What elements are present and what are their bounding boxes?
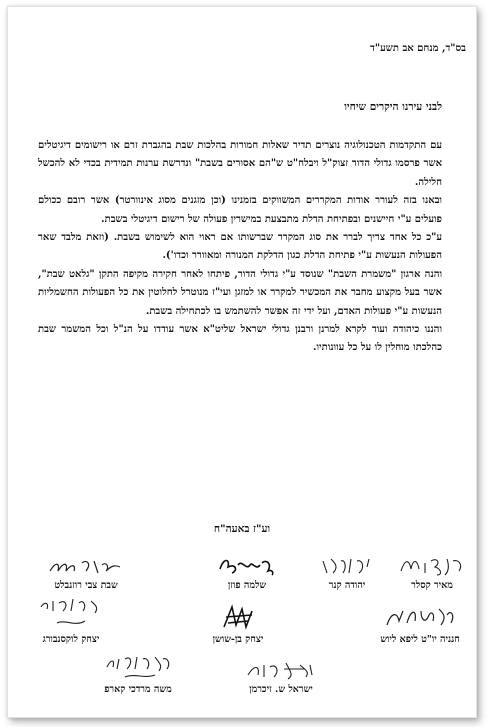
signatory-name: מאיר קסלר <box>411 580 453 591</box>
letter-body <box>38 137 442 358</box>
signature-block <box>36 553 136 591</box>
signatory-name: חנניה יו"ט ליפא ליוש <box>380 634 460 645</box>
handwritten-signature <box>46 553 126 579</box>
handwritten-signature <box>397 553 467 579</box>
body-paragraph: והנה ארגון "משמרת השבת" שנוסד ע"י גדולי הדור, פיתחו לאחר חקירה מקיפה התקן "גלאט שבת", אשר בעל מקצוע מחבר את המכשיר למקרר או למזגן ועי"ז מנוטרל לחלוטין את כל הפעולות החשמליות הנעשות ע"י פעולות האדם, ועל ידי זה אפשר להשתמש בו לכתחילה בשבת. <box>38 268 443 317</box>
letter-greeting: לבני עירנו היקרים שיחיו <box>344 101 442 113</box>
signature-block <box>370 603 470 645</box>
body-paragraph: ובאנו בזה לעורר אודות המקררים המשווקים בזמנינו (וכן מזגנים מסוג אינוורטר) אשר רובם ככולם פועלים ע"י חיישנים ובפתיחת הדלת מתבצעת במישרין פעולה של רישום דיגיטלי בשבת. <box>38 195 442 225</box>
signatory-name: יצחק לוקסנבורג <box>42 634 100 645</box>
signatory-name: שלמה פוזן <box>227 580 267 591</box>
handwritten-signature <box>218 603 258 633</box>
body-paragraph: עם התקדמות הטכנולוגיה נוצרים תדיר שאלות חמורות בהלכות שבת בהגברת זרם או רישומים דיגיטלים אשר פרסמו גדולי הדור זצוק"ל ויבלח"ט ש"הם אסורים בשבת" ונדרשת ערנות תמידית בכדי לא להכשל חלילה. <box>38 140 442 188</box>
signature-block <box>90 649 186 695</box>
body-paragraph: ע"כ כל אחד צריך לברר את סוג המקרר שברשותו אם ראוי הוא לשימוש בשבת. (וזאת מלבד שאר הפעולות הנעשות ע"י פתיחת הדלת כגון הדלקת המנורה ומאוורר וכדו'). <box>38 232 442 262</box>
body-paragraph: והננו כיהודה ועוד לקרא למרנן ורבנן גדולי ישראל שליט"א אשר עודדו על הנ"ל וכל המשמר שבת כהלכתו מוחלין לו על כל עוונותיו. <box>38 324 442 354</box>
handwritten-signature <box>244 657 318 683</box>
handwritten-signature <box>35 593 107 633</box>
letter-date: בס"ד, מנחם אב תשע"ד <box>370 43 466 54</box>
handwritten-signature <box>317 553 377 579</box>
handwritten-signature <box>216 553 278 579</box>
letter-page <box>7 6 477 718</box>
signatory-name: יהודה קנר <box>328 580 366 591</box>
signature-block <box>233 657 329 695</box>
letter-closing: וע"ז באעה"ח <box>213 523 271 535</box>
signature-block <box>390 553 474 591</box>
signatory-name: שבת צבי רוזנבלט <box>54 580 118 591</box>
signature-block <box>196 603 280 645</box>
signatory-name: ישראל ש. זיכרמן <box>249 684 313 695</box>
signature-block <box>205 553 289 591</box>
handwritten-signature <box>101 649 175 683</box>
signatory-name: יצחק בן-שושן <box>212 634 264 645</box>
signatory-name: משה מרדכי קארפ <box>104 684 172 695</box>
signature-block <box>21 593 121 645</box>
handwritten-signature <box>381 603 459 633</box>
signature-block <box>305 553 389 591</box>
